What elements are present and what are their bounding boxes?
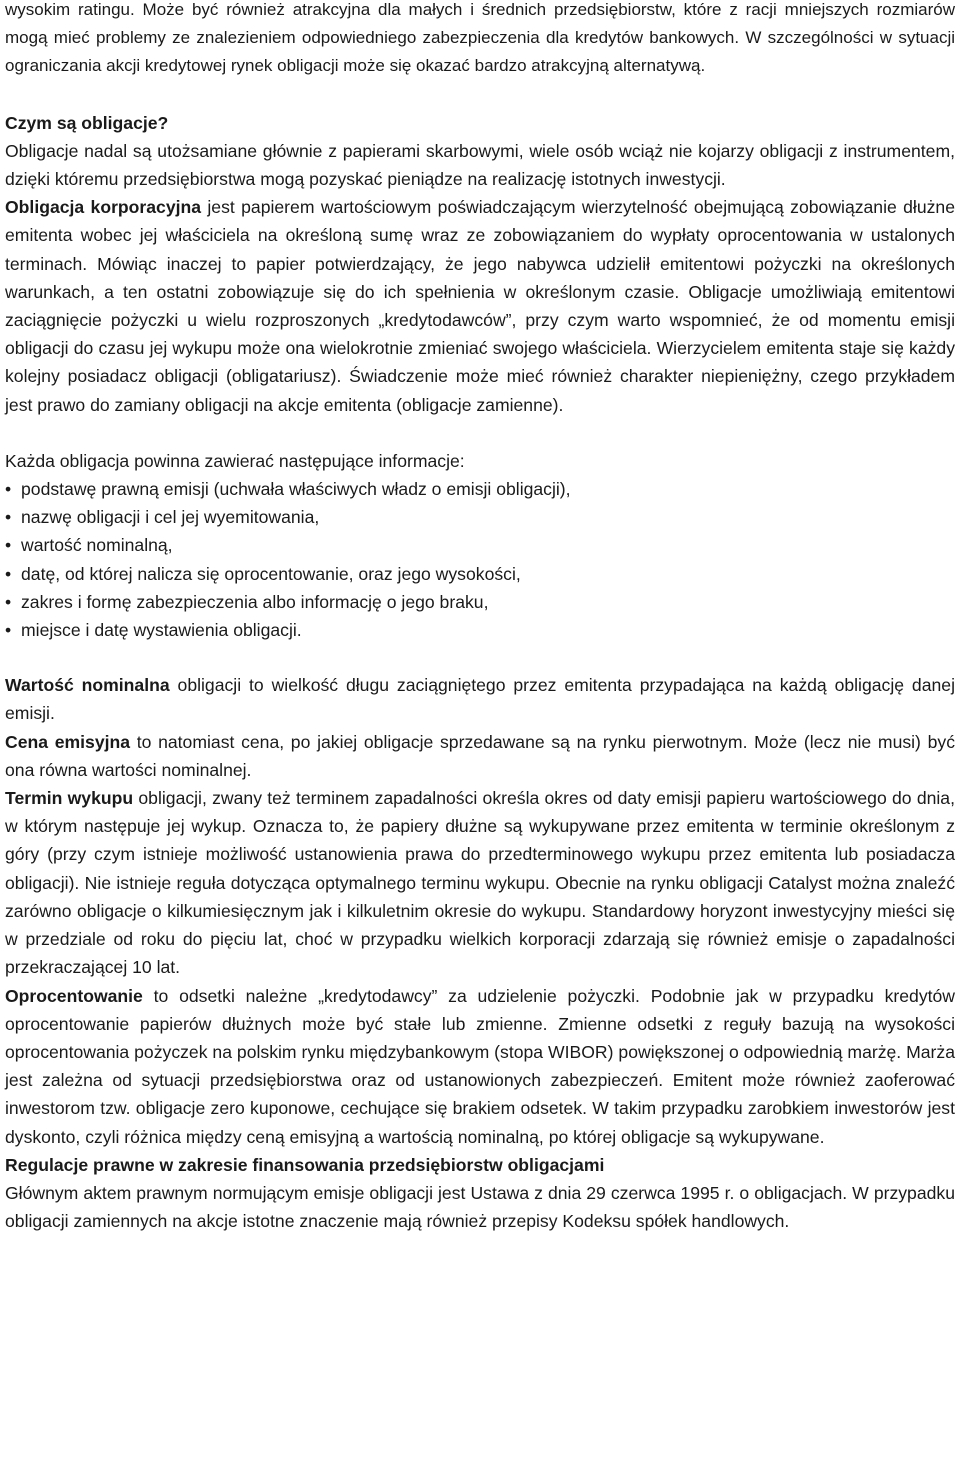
- regulations-heading: Regulacje prawne w zakresie finansowania przedsiębiorstw obligacjami: [5, 1154, 605, 1175]
- document-page: [5, 0, 955, 1235]
- section-heading-what-are-bonds: Czym są obligacje?: [5, 112, 169, 133]
- regulations-paragraph: Głównym aktem prawnym normującym emisje obligacji jest Ustawa z dnia 29 czerwca 1995 r. o obligacjach. W przypadku obligacji zamiennych na akcje istotne znaczenie mają również przepisy Kodeksu spółek handlowych.: [5, 1182, 955, 1232]
- maturity-paragraph: Termin wykupu obligacji, zwany też terminem zapadalności określa okres od daty emisji papieru wartościowego do dnia, w którym następuje jej wykup. Oznacza to, że papiery dłużne są wykupywane przez emitenta w terminie określonym z góry (przy czym istnieje możliwość ustanowienia prawa do przedterminowego wykupu przez emitenta lub posiadacza obligacji). Nie istnieje reguła dotycząca optymalnego terminu wykupu. Obecnie na rynku obligacji Catalyst można znaleźć zarówno obligacje o kilkumiesięcznym jak i kilkuletnim okresie do wykupu. Standardowy horyzont inwestycyjny mieści się w przedziale od roku do pięciu lat, choć w przypadku wielkich korporacji zdarzają się również emisje o zapadalności przekraczającej 10 lat.: [5, 788, 955, 978]
- bullet-icon: •: [5, 563, 12, 584]
- list-item: • wartość nominalną,: [5, 531, 955, 559]
- intro-paragraph: wysokim ratingu. Może być również atrakcyjna dla małych i średnich przedsiębiorstw, które z racji mniejszych rozmiarów mogą mieć problemy ze znalezieniem odpowiedniego zabezpieczenia dla kredytów bankowych. W szczególności w sytuacji ograniczania akcji kredytowej rynek obligacji może się okazać bardzo atrakcyjną alternatywą.: [5, 0, 955, 76]
- list-item: • zakres i formę zabezpieczenia albo informację o jego braku,: [5, 588, 955, 616]
- bullet-icon: •: [5, 620, 12, 641]
- info-list-intro: Każda obligacja powinna zawierać następujące informacje:: [5, 450, 465, 471]
- spacer: [5, 644, 955, 671]
- list-item: • miejsce i datę wystawienia obligacji.: [5, 616, 955, 644]
- info-list: [5, 475, 955, 644]
- corporate-bond-paragraph: [5, 193, 955, 419]
- issue-price-paragraph: Cena emisyjna to natomiast cena, po jakiej obligacje sprzedawane są na rynku pierwotnym. Może (lecz nie musi) być ona równa wartości nominalnej.: [5, 731, 955, 780]
- nominal-value-term: Wartość nominalna: [5, 675, 170, 696]
- list-item: • podstawę prawną emisji (uchwała właściwych władz o emisji obligacji),: [5, 475, 955, 503]
- interest-term: Oprocentowanie: [5, 985, 143, 1006]
- corporate-bond-term: Obligacja korporacyjna: [5, 197, 202, 218]
- interest-paragraph: Oprocentowanie to odsetki należne „kredytodawcy” za udzielenie pożyczki. Podobnie jak w przypadku kredytów oprocentowanie papierów dłużnych może być stałe lub zmienne. Zmienne odsetki z reguły bazują na wysokości oprocentowania pożyczek na polskim rynku międzybankowym (stopa WIBOR) powiększonej o odpowiednią marżę. Marża jest zależna od sytuacji przedsiębiorstwa oraz od ustanowionych zabezpieczeń. Emitent może również zaoferować inwestorom tzw. obligacje zero kuponowe, cechujące się brakiem odsetek. W takim przypadku zarobkiem inwestorów jest dyskonto, czyli różnica między ceną emisyjną a wartością nominalną, po której obligacje są wykupywane.: [5, 985, 955, 1147]
- spacer: [5, 419, 955, 447]
- bullet-icon: •: [5, 479, 12, 500]
- list-item: • datę, od której nalicza się oprocentowanie, oraz jego wysokości,: [5, 560, 955, 588]
- bullet-icon: •: [5, 591, 12, 612]
- corporate-bond-definition: jest papierem wartościowym poświadczającym wierzytelność obejmującą zobowiązanie dłużne emitenta wobec jej właściciela na określoną sumę wraz ze zobowiązaniem do wypłaty oprocentowania w ustalonych terminach. Mówiąc inaczej to papier potwierdzający, że jego nabywca udzielił emitentowi pożyczki na określonych warunkach, a ten ostatni zobowiązuje się do ich spełnienia w określonym czasie. Obligacje umożliwiają emitentowi zaciągnięcie pożyczki u wielu rozproszonych „kredytodawców”, przy czym warto wspomnieć, że od momentu emisji obligacji do czasu jej wykupu może ona wielokrotnie zmieniać swojego właściciela. Wierzycielem emitenta staje się każdy kolejny posiadacz obligacji (obligatariusz). Świadczenie może mieć również charakter niepieniężny, czego przykładem jest prawo do zamiany obligacji na akcje emitenta (obligacje zamienne).: [5, 197, 955, 415]
- bullet-icon: •: [5, 535, 12, 556]
- bonds-general-paragraph: Obligacje nadal są utożsamiane głównie z papierami skarbowymi, wiele osób wciąż nie kojarzy obligacji z instrumentem, dzięki któremu przedsiębiorstwa mogą pozyskać pieniądze na realizację istotnych inwestycji.: [5, 140, 955, 190]
- issue-price-term: Cena emisyjna: [5, 731, 131, 752]
- nominal-value-paragraph: Wartość nominalna obligacji to wielkość długu zaciągniętego przez emitenta przypadająca na każdą obligację danej emisji.: [5, 675, 955, 724]
- list-item: • nazwę obligacji i cel jej wyemitowania,: [5, 503, 955, 531]
- bullet-icon: •: [5, 507, 12, 528]
- maturity-term: Termin wykupu: [5, 788, 134, 809]
